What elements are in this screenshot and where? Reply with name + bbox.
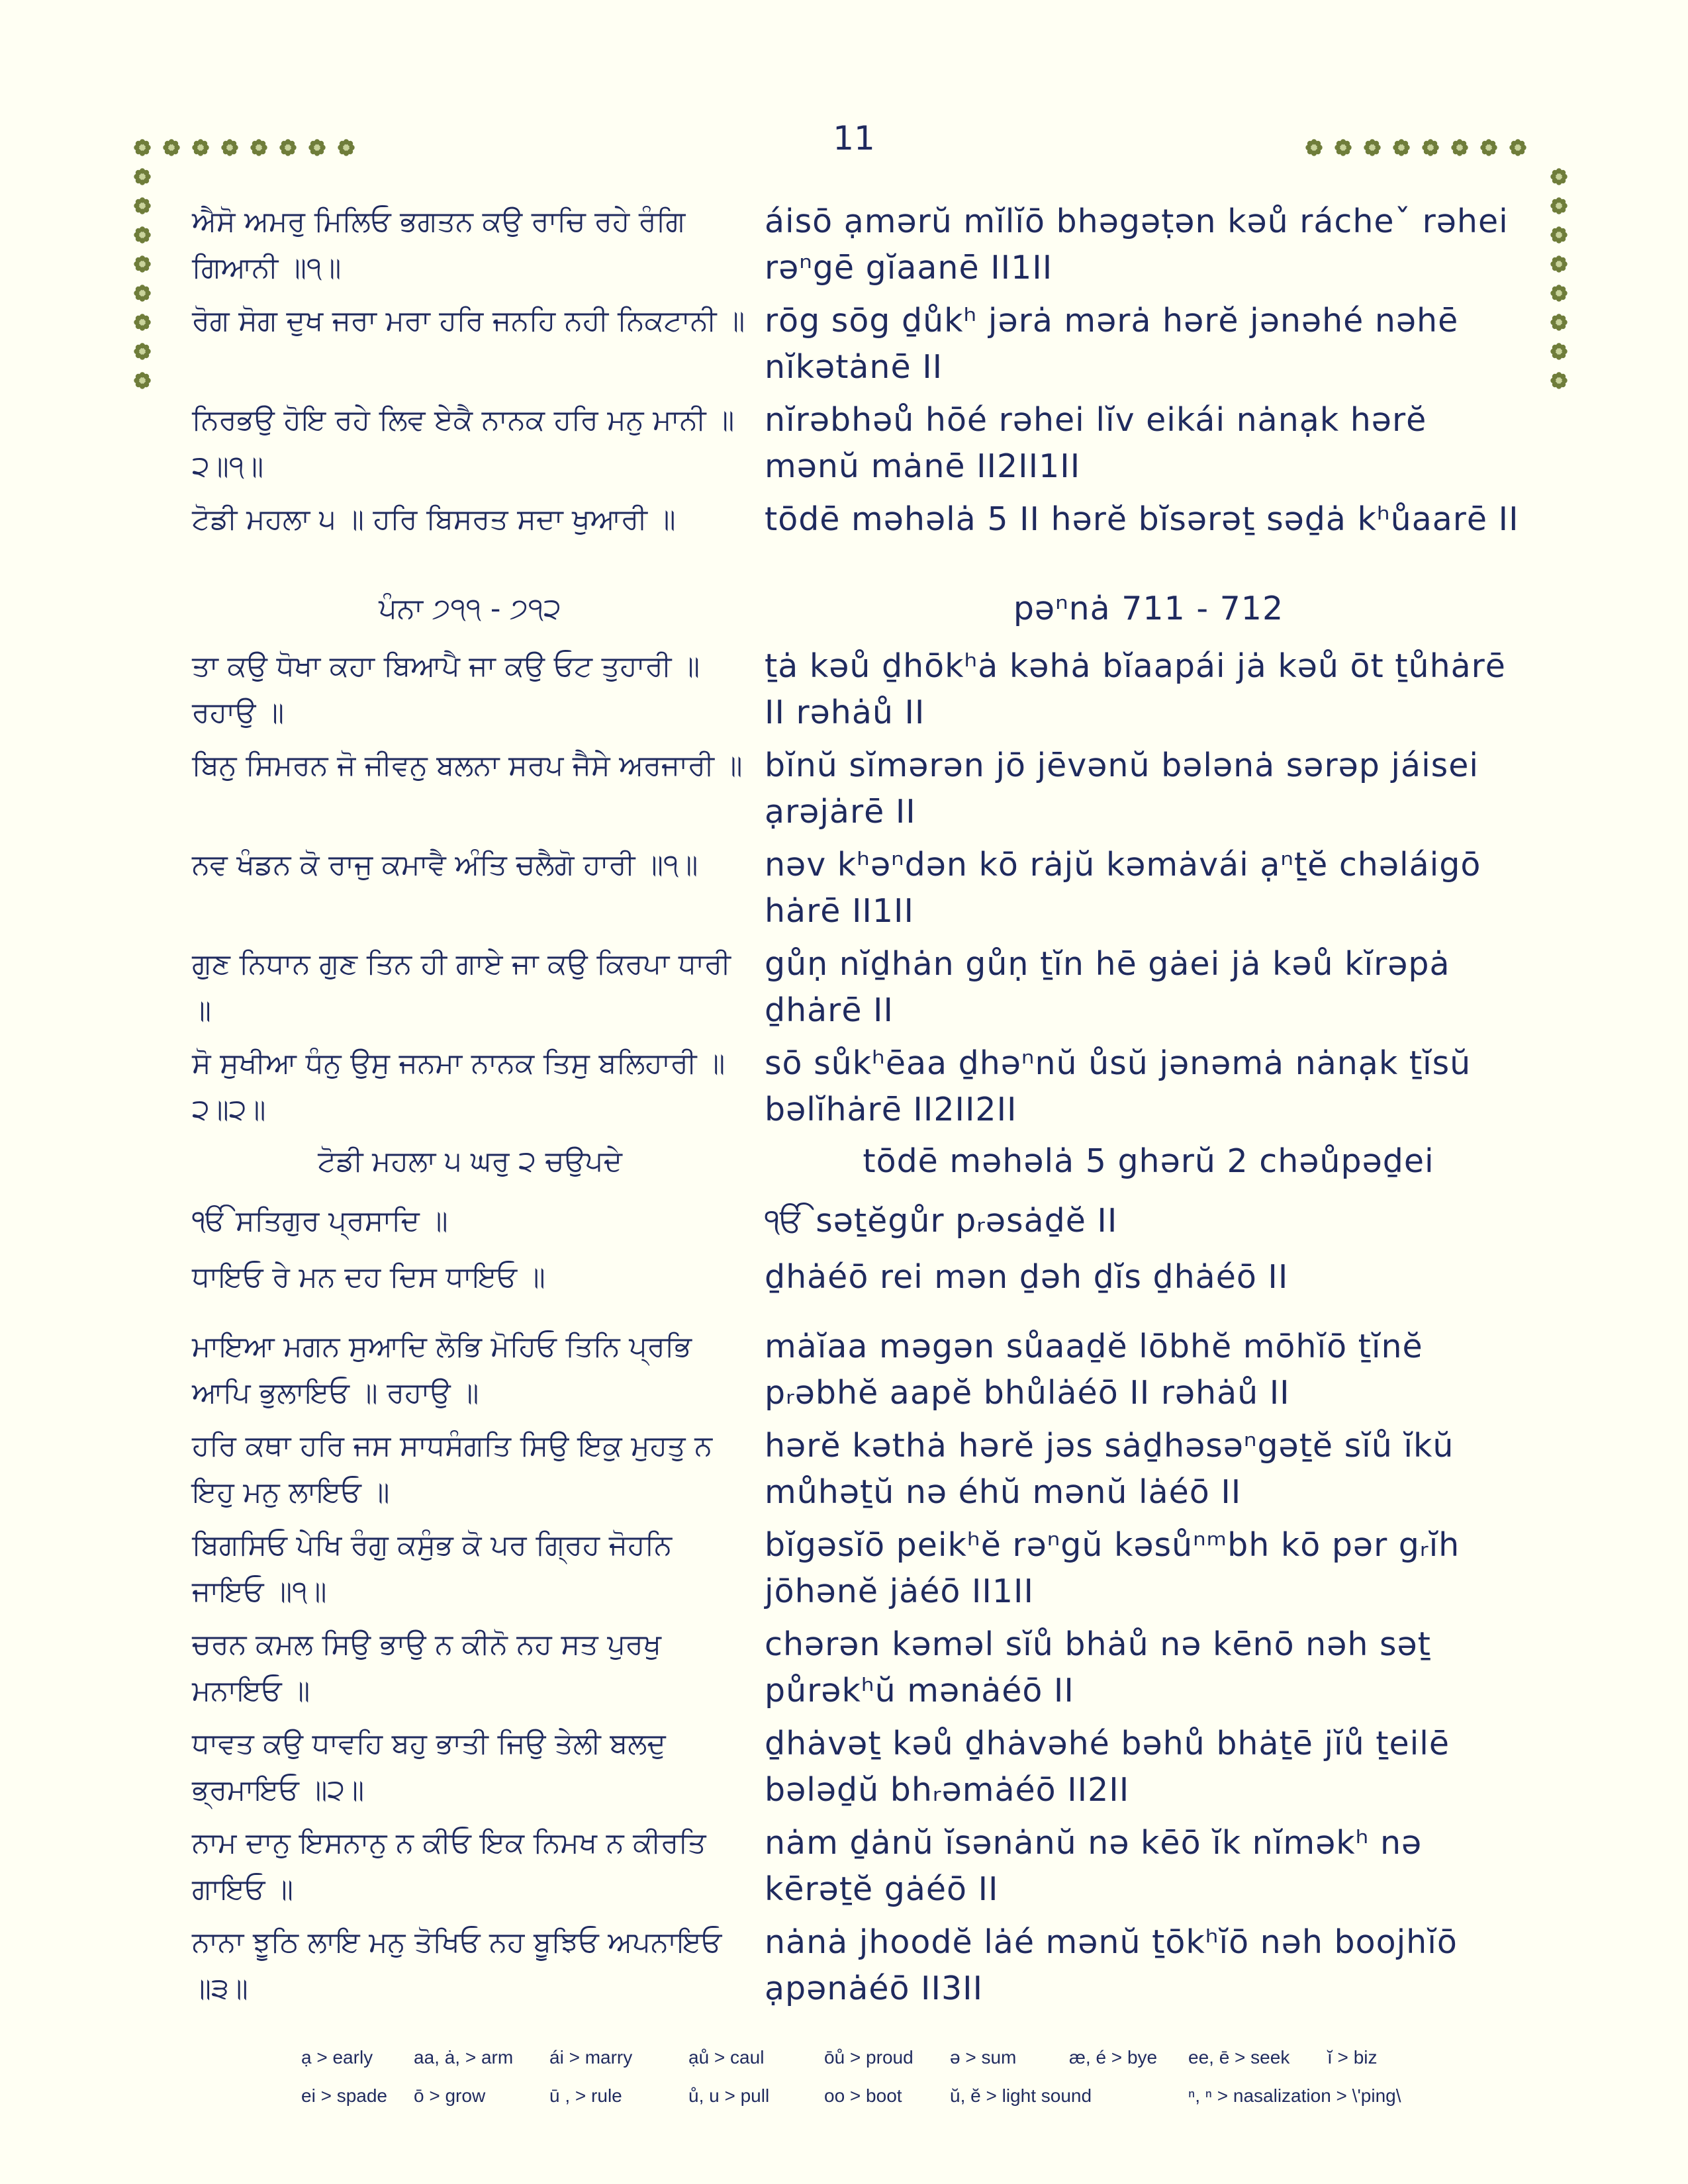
gurmukhi-text: ਗੁਣ ਨਿਧਾਨ ਗੁਣ ਤਿਨ ਹੀ ਗਾਏ ਜਾ ਕਉ ਕਿਰਪਾ ਧਾਰੀ ॥ xyxy=(192,948,731,1027)
transliteration-text: bĭnŭ sĭmərən jō jēvənŭ bələnȧ sərəp jáisei ạrəjȧrē II xyxy=(765,747,1479,831)
section-heading-translit: tōdē məhəlȧ 5 ghərŭ 2 chəůpəḏei xyxy=(863,1142,1434,1180)
transliteration-text: gůṇ nĭḏhȧn gůṇ ṯĭn hē gȧei jȧ kəů kĭrəpȧ ḏhȧrē II xyxy=(765,945,1450,1029)
transliteration-text: nȧnȧ jhoodĕ lȧé mənŭ ṯōkʰĭō nəh boojhĭō ạpənȧéō II3II xyxy=(765,1923,1458,2007)
legend-item: aa, ȧ, > arm xyxy=(414,2047,514,2068)
gurmukhi-text: ਟੋਡੀ ਮਹਲਾ ੫ ॥ ਹਰਿ ਬਿਸਰਤ ਸਦਾ ਖੁਆਰੀ ॥ xyxy=(192,503,676,536)
flower-icon xyxy=(1508,138,1528,158)
verse-row xyxy=(192,496,1536,543)
flower-icon xyxy=(307,138,327,158)
gurmukhi-text: ਤਾ ਕਉ ਧੋਖਾ ਕਹਾ ਬਿਆਪੈ ਜਾ ਕਉ ਓਟ ਤੁਹਾਰੀ ॥ ਰਹਾਉ ॥ xyxy=(192,650,700,729)
legend-item: ei > spade xyxy=(301,2085,387,2106)
legend-item: ĭ > biz xyxy=(1327,2047,1378,2068)
gurmukhi-text: ਰੋਗ ਸੋਗ ਦੁਖ ਜਰਾ ਮਰਾ ਹਰਿ ਜਨਹਿ ਨਹੀ ਨਿਕਟਾਨੀ ॥ xyxy=(192,304,745,338)
legend-row xyxy=(301,2038,1493,2077)
transliteration-text: sō sůkʰēaa ḏhəⁿnŭ ůsŭ jənəmȧ nȧnạk ṯĭsŭ bəlĭhȧrē II2II2II xyxy=(765,1044,1472,1128)
legend-item: ōů > proud xyxy=(824,2047,914,2068)
flower-icon xyxy=(336,138,356,158)
top-left-ornament xyxy=(132,138,356,158)
flower-icon xyxy=(220,138,240,158)
legend-item: ạ > early xyxy=(301,2047,373,2068)
legend-item: ạů > caul xyxy=(688,2047,765,2068)
gurmukhi-text: ਸੋ ਸੁਖੀਆ ਧੰਨੁ ਉਸੁ ਜਨਮਾ ਨਾਨਕ ਤਿਸੁ ਬਲਿਹਾਰੀ ॥੨॥੨॥ xyxy=(192,1047,726,1126)
legend-item: ů, u > pull xyxy=(688,2085,770,2106)
flower-icon xyxy=(132,167,152,187)
verse-row xyxy=(192,743,1536,831)
flower-icon xyxy=(1549,283,1569,303)
legend-item: ⁿ, ⁿ > nasalization > \'ping\ xyxy=(1188,2085,1401,2106)
flower-icon xyxy=(1450,138,1470,158)
transliteration-text: hərĕ kəthȧ hərĕ jəs sȧḏhəsəⁿgəṯĕ sĭů ĭkŭ můhəṯŭ nə éhŭ mənŭ lȧéō II xyxy=(765,1427,1454,1511)
gurmukhi-text: ੴ ਸਤਿਗੁਰ ਪ੍ਰਸਾਦਿ ॥ xyxy=(192,1205,448,1238)
section-heading-gurmukhi: ਟੋਡੀ ਮਹਲਾ ੫ ਘਰੁ ੨ ਚਉਪਦੇ xyxy=(318,1145,622,1178)
flower-icon xyxy=(132,225,152,245)
gurmukhi-text: ਬਿਗਸਿਓ ਪੇਖਿ ਰੰਗੁ ਕਸੁੰਭ ਕੋ ਪਰ ਗ੍ਰਿਹ ਜੋਹਨਿ ਜਾਇਓ ॥੧॥ xyxy=(192,1529,673,1608)
flower-icon xyxy=(278,138,298,158)
flower-icon xyxy=(1362,138,1382,158)
legend-row xyxy=(301,2077,1493,2115)
flower-icon xyxy=(1549,167,1569,187)
legend-item: oo > boot xyxy=(824,2085,902,2106)
verse-row xyxy=(192,1423,1536,1516)
right-ornament xyxy=(1549,167,1569,390)
verse-row xyxy=(192,298,1536,386)
transliteration-text: mȧĭaa məgən sůaaḏĕ lōbhĕ mōhĭō ṯĭnĕ pᵣəbhĕ aapĕ bhůlȧéō II rəhȧů II xyxy=(765,1328,1423,1412)
gurmukhi-text: ਐਸੋ ਅਮਰੁ ਮਿਲਿਓ ਭਗਤਨ ਕਉ ਰਾਚਿ ਰਹੇ ਰੰਗਿ ਗਿਆਨੀ ॥੧॥ xyxy=(192,205,686,285)
legend-item: ái > marry xyxy=(549,2047,633,2068)
verse-row xyxy=(192,1522,1536,1615)
gurmukhi-text: ਨਿਰਭਉ ਹੋਇ ਰਹੇ ਲਿਵ ਏਕੈ ਨਾਨਕ ਹਰਿ ਮਨੁ ਮਾਨੀ ॥੨॥੧॥ xyxy=(192,404,735,483)
flower-icon xyxy=(132,138,152,158)
gurmukhi-text: ਮਾਇਆ ਮਗਨ ਸੁਆਦਿ ਲੋਭਿ ਮੋਹਿਓ ਤਿਨਿ ਪ੍ਰਭਿ ਆਪਿ ਭੁਲਾਇਓ ॥ ਰਹਾਉ ॥ xyxy=(192,1330,692,1410)
transliteration-text: nĭrəbhəů hōé rəhei lĭv eikái nȧnạk hərĕ mənŭ mȧnē II2II1II xyxy=(765,401,1427,485)
verse-row xyxy=(192,199,1536,291)
flower-icon xyxy=(1549,312,1569,332)
transliteration-text: rōg sōg ḏůkʰ jərȧ mərȧ hərĕ jənəhé nəhē nĭkətȧnē II xyxy=(765,302,1459,386)
flower-icon xyxy=(1549,196,1569,216)
verse-row xyxy=(192,1254,1536,1300)
transliteration-text: ੴ səṯĕgůr pᵣəsȧḏĕ II xyxy=(765,1202,1118,1240)
flower-icon xyxy=(132,196,152,216)
page-range-row xyxy=(192,586,1536,632)
verse-row xyxy=(192,1198,1536,1244)
verse-row xyxy=(192,842,1536,930)
flower-icon xyxy=(132,312,152,332)
page-range-gurmukhi: ਪੰਨਾ ੭੧੧ - ੭੧੨ xyxy=(379,592,561,625)
flower-icon xyxy=(1479,138,1499,158)
flower-icon xyxy=(1549,225,1569,245)
legend-item: æ, é > bye xyxy=(1069,2047,1158,2068)
page-range-translit: pəⁿnȧ 711 - 712 xyxy=(1013,590,1284,627)
pronunciation-legend xyxy=(301,2038,1493,2115)
transliteration-text: ḏhȧvəṯ kəů ḏhȧvəhé bəhů bhȧṯē jĭů ṯeilē bələḏŭ bhᵣəmȧéō II2II xyxy=(765,1725,1450,1809)
left-ornament xyxy=(132,167,152,390)
transliteration-text: bĭgəsĭō peikʰĕ rəⁿgŭ kəsůⁿᵐbh kō pər gᵣĭh jōhənĕ jȧéō II1II xyxy=(765,1526,1460,1610)
transliteration-text: chərən kəməl sĭů bhȧů nə kēnō nəh səṯ půrəkʰŭ mənȧéō II xyxy=(765,1625,1431,1709)
transliteration-text: ṯȧ kəů ḏhōkʰȧ kəhȧ bĭaapái jȧ kəů ōt ṯůhȧrē II rəhȧů II xyxy=(765,647,1506,731)
legend-item: ŭ, ĕ > light sound xyxy=(950,2085,1092,2106)
transliteration-text: nȧm ḏȧnŭ ĭsənȧnŭ nə kēō ĭk nĭməkʰ nə kērəṯĕ gȧéō II xyxy=(765,1824,1423,1908)
flower-icon xyxy=(1549,341,1569,361)
flower-icon xyxy=(191,138,211,158)
transliteration-text: tōdē məhəlȧ 5 II hərĕ bĭsərəṯ səḏȧ kʰůaarē II xyxy=(765,500,1519,538)
verse-row xyxy=(192,1919,1536,2012)
gurmukhi-text: ਨਾਨਾ ਝੂਠਿ ਲਾਇ ਮਨੁ ਤੋਖਿਓ ਨਹ ਬੂਝਿਓ ਅਪਨਾਇਓ ॥੩॥ xyxy=(192,1926,722,2005)
flower-icon xyxy=(1333,138,1353,158)
flower-icon xyxy=(132,371,152,390)
flower-icon xyxy=(132,254,152,274)
flower-icon xyxy=(132,283,152,303)
flower-icon xyxy=(162,138,181,158)
transliteration-text: ḏhȧéō rei mən ḏəh ḏĭs ḏhȧéō II xyxy=(765,1258,1289,1296)
gurmukhi-text: ਚਰਨ ਕਮਲ ਸਿਉ ਭਾਉ ਨ ਕੀਨੋ ਨਹ ਸਤ ਪੁਰਖੁ ਮਨਾਇਓ ॥ xyxy=(192,1628,661,1707)
flower-icon xyxy=(1549,371,1569,390)
transliteration-text: áisō ạmərŭ mĭlĭō bhəgəṭən kəů rácheˇ rəhei rəⁿgē gĭaanē II1II xyxy=(765,203,1509,287)
flower-icon xyxy=(1549,254,1569,274)
gurmukhi-text: ਹਰਿ ਕਥਾ ਹਰਿ ਜਸ ਸਾਧਸੰਗਤਿ ਸਿਉ ਇਕੁ ਮੁਹਤੁ ਨ ਇਹੁ ਮਨੁ ਲਾਇਓ ॥ xyxy=(192,1430,713,1509)
legend-item: ō > grow xyxy=(414,2085,486,2106)
verse-row xyxy=(192,1820,1536,1913)
flower-icon xyxy=(132,341,152,361)
verse-row xyxy=(192,397,1536,490)
legend-item: ū , > rule xyxy=(549,2085,622,2106)
transliteration-text: nəv kʰəⁿdən kō rȧjŭ kəmȧvái ạⁿṯĕ chəláigō hȧrē II1II xyxy=(765,846,1481,930)
flower-icon xyxy=(1421,138,1440,158)
flower-icon xyxy=(249,138,269,158)
section-heading-row xyxy=(192,1138,1536,1185)
verse-row xyxy=(192,1621,1536,1714)
gurmukhi-text: ਬਿਨੁ ਸਿਮਰਨ ਜੋ ਜੀਵਨੁ ਬਲਨਾ ਸਰਪ ਜੈਸੇ ਅਰਜਾਰੀ ॥ xyxy=(192,749,743,782)
verse-row xyxy=(192,1721,1536,1813)
page-number: 11 xyxy=(833,119,875,158)
verse-row xyxy=(192,1040,1536,1133)
flower-icon xyxy=(1304,138,1324,158)
gurmukhi-text: ਨਾਮ ਦਾਨੁ ਇਸਨਾਨੁ ਨ ਕੀਓ ਇਕ ਨਿਮਖ ਨ ਕੀਰਤਿ ਗਾਇਓ ॥ xyxy=(192,1827,706,1906)
gurmukhi-text: ਧਾਵਤ ਕਉ ਧਾਵਹਿ ਬਹੁ ਭਾਤੀ ਜਿਉ ਤੇਲੀ ਬਲਦੁ ਭ੍ਰਮਾਇਓ ॥੨॥ xyxy=(192,1727,666,1807)
top-right-ornament xyxy=(1304,138,1528,158)
verse-row xyxy=(192,1324,1536,1416)
verse-row xyxy=(192,643,1536,736)
gurmukhi-text: ਧਾਇਓ ਰੇ ਮਨ ਦਹ ਦਿਸ ਧਾਇਓ ॥ xyxy=(192,1261,545,1294)
gurmukhi-text: ਨਵ ਖੰਡਨ ਕੋ ਰਾਜੁ ਕਮਾਵੈ ਅੰਤਿ ਚਲੈਗੋ ਹਾਰੀ ॥੧॥ xyxy=(192,848,698,882)
flower-icon xyxy=(1391,138,1411,158)
verse-row xyxy=(192,941,1536,1034)
legend-item: ə > sum xyxy=(950,2047,1017,2068)
legend-item: ee, ē > seek xyxy=(1188,2047,1290,2068)
